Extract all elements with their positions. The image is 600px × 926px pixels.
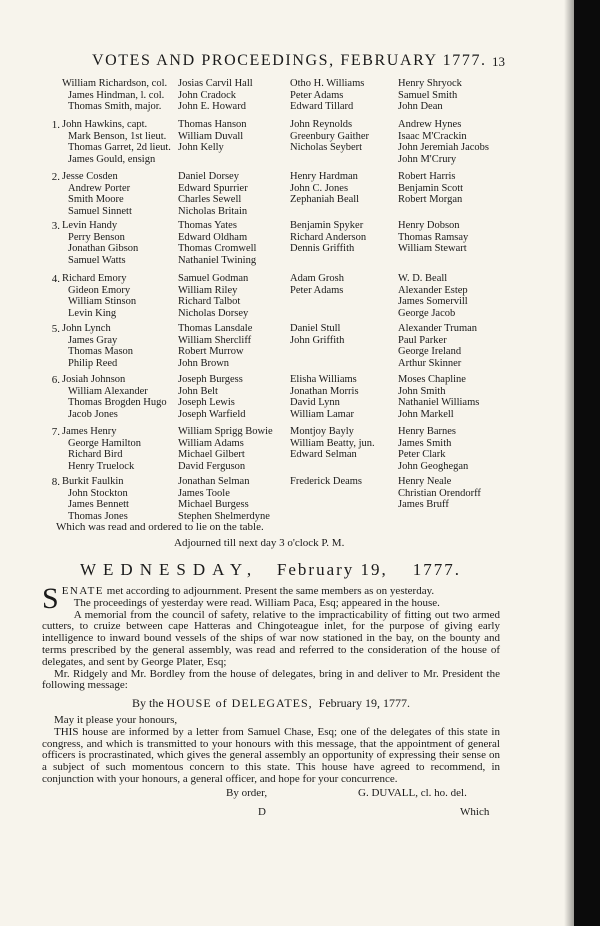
roster-column [178, 323, 308, 369]
delegate-name: Jesse Cosden [62, 171, 118, 182]
message-heading: By the HOUSE of DELEGATES, February 19, 1777. [132, 696, 410, 711]
signature-block [0, 787, 600, 801]
delegate-name: Thomas Lansdale [178, 323, 253, 334]
roster-column [178, 374, 308, 420]
roster-column [62, 476, 192, 522]
delegate-name: John E. Howard [178, 101, 246, 112]
delegate-name: William Shercliff [178, 334, 252, 346]
delegate-name: William Duvall [178, 130, 244, 142]
delegate-name: Thomas Hanson [178, 119, 247, 130]
paragraph-proceedings: The proceedings of yesterday were read. William Paca, Esq; appeared in the house. [73, 596, 440, 609]
delegate-name: Thomas Cromwell [178, 243, 257, 254]
delegate-name: Levin Handy [62, 220, 118, 231]
roster-column [178, 171, 308, 217]
page-footer [0, 806, 600, 820]
roster-column [178, 273, 308, 319]
delegate-name: Richard Emory [62, 273, 127, 284]
delegate-name: Jonathan Morris [290, 385, 359, 397]
delegate-name: Edward Oldham [178, 231, 248, 243]
delegate-name: Robert Morgan [398, 194, 463, 205]
delegate-name: James Bennett [68, 499, 129, 510]
delegate-name: Thomas Ramsay [398, 231, 469, 243]
delegate-name: Henry Neale [398, 476, 452, 487]
delegate-name: John Reynolds [290, 119, 353, 130]
catchword: Which [460, 806, 490, 818]
delegate-name: William Alexander [68, 385, 148, 397]
date: February 19, [276, 560, 388, 579]
delegate-name: Smith Moore [68, 194, 124, 205]
delegate-name: James Somervill [398, 296, 468, 307]
roster-column [178, 426, 308, 472]
delegate-name: Paul Parker [398, 334, 447, 346]
group-number: 1. [51, 119, 60, 131]
group-number: 5. [51, 323, 60, 335]
group-number: 8. [51, 476, 60, 488]
delegate-name: Nicholas Britain [178, 205, 248, 217]
delegate-name: John Markell [398, 408, 454, 420]
delegate-name: Christian Orendorff [398, 487, 481, 499]
drop-cap: S [42, 582, 59, 615]
delegate-name: Isaac M'Crackin [398, 130, 467, 142]
roster-column [398, 374, 528, 420]
delegate-name: Thomas Smith, major. [68, 101, 162, 112]
paragraph-message-delivery: Mr. Ridgely and Mr. Bordley from the house of delegates, bring in and deliver to Mr. President the following message: [42, 667, 500, 692]
delegate-name: Gideon Emory [68, 284, 131, 296]
delegate-name: Thomas Brogden Hugo [68, 397, 167, 408]
delegate-name: Josias Carvil Hall [178, 78, 253, 89]
year: 1777. [412, 560, 462, 579]
delegate-name: Edward Selman [290, 449, 357, 460]
delegate-name: Peter Adams [290, 284, 344, 296]
delegate-name: Henry Truelock [68, 460, 135, 472]
roster-column [398, 220, 528, 255]
delegate-name: Samuel Godman [178, 273, 249, 284]
roster-column [398, 78, 528, 113]
delegate-name: John Cradock [178, 89, 237, 101]
delegate-name: John Kelly [178, 142, 224, 153]
roster-column [62, 273, 192, 319]
delegate-name: James Smith [398, 437, 452, 449]
roster-column [62, 220, 192, 266]
delegate-name: Peter Adams [290, 89, 344, 101]
delegate-name: Thomas Garret, 2d lieut. [68, 142, 171, 153]
delegate-name: Thomas Mason [68, 346, 134, 357]
roster-column [62, 323, 192, 369]
senate-word: ENATE [61, 585, 105, 597]
delegate-name: James Gray [68, 334, 118, 346]
delegate-name: David Lynn [290, 397, 340, 408]
by-order: By order, [226, 787, 268, 799]
delegate-name: Edward Spurrier [178, 182, 248, 194]
paragraph-senate: SENATE met according to adjournment. Present the same members as on yesterday. [42, 582, 435, 615]
signature-mark: D [258, 806, 266, 818]
delegate-name: Benjamin Spyker [290, 220, 364, 231]
delegate-name: Henry Barnes [398, 426, 457, 437]
delegate-name: Samuel Watts [68, 254, 126, 266]
adjourned-line: Adjourned till next day 3 o'clock P. M. [174, 537, 345, 549]
roster-column [62, 171, 192, 217]
delegate-name: Jacob Jones [68, 408, 118, 420]
delegate-name: Zephaniah Beall [290, 194, 360, 205]
delegate-name: Edward Tillard [290, 101, 354, 112]
delegate-name: Robert Harris [398, 171, 456, 182]
paragraph-message: THIS house are informed by a letter from Samuel Chase, Esq; one of the delegates of this state in congress, and which is transmitted to your honours with this message, that the appointment of general officers is procrastinated, which gives the general assembly an opportunity of expressing their sense on a subject of such momentous concern to this state. This house have agreed to recommend, in conjunction with your honours, a general officer, and hope for your concurrence. [42, 725, 500, 785]
delegate-name: Richard Talbot [178, 296, 241, 307]
delegate-name: William Richardson, col. [62, 78, 168, 89]
delegate-name: Elisha Williams [290, 374, 357, 385]
delegate-name: Joseph Lewis [178, 397, 235, 408]
roster-column [178, 119, 308, 154]
delegate-name: Jonathan Gibson [68, 243, 139, 254]
delegate-name: Andrew Hynes [398, 119, 462, 130]
delegate-name: James Toole [178, 487, 230, 499]
delegate-name: John M'Crury [398, 153, 457, 165]
delegate-name: Henry Hardman [290, 171, 358, 182]
delegate-name: Burkit Faulkin [62, 476, 124, 487]
delegate-name: Josiah Johnson [62, 374, 126, 385]
roster-column [62, 78, 192, 113]
delegate-name: Nathaniel Twining [178, 254, 257, 266]
roster-column [398, 323, 528, 369]
delegate-name: Dennis Griffith [290, 243, 355, 254]
delegate-name: George Ireland [398, 346, 462, 357]
delegate-name: John Hawkins, capt. [62, 119, 148, 130]
delegate-name: Stephen Shelmerdyne [178, 510, 270, 522]
delegate-name: Joseph Warfield [178, 408, 246, 420]
delegate-name: Arthur Skinner [398, 357, 462, 369]
roster-column [398, 273, 528, 319]
delegate-name: Samuel Sinnett [68, 205, 132, 217]
roster-column [62, 426, 192, 472]
delegate-name: Thomas Yates [178, 220, 237, 231]
delegate-name: W. D. Beall [398, 273, 448, 284]
day-heading [80, 560, 461, 580]
delegate-name: John Brown [178, 357, 230, 369]
group-number: 4. [51, 273, 60, 285]
delegate-name: William Adams [178, 437, 244, 449]
delegate-name: Moses Chapline [398, 374, 466, 385]
delegate-name: Daniel Stull [290, 323, 341, 334]
delegate-name: Nicholas Dorsey [178, 307, 249, 319]
delegate-name: Jonathan Selman [178, 476, 250, 487]
delegate-name: William Lamar [290, 408, 355, 420]
group-number: 7. [51, 426, 60, 438]
delegate-name: James Henry [62, 426, 117, 437]
delegate-name: John Griffith [290, 334, 345, 346]
delegate-name: John Dean [398, 101, 443, 112]
roster-column [398, 171, 528, 206]
delegate-name: John Smith [398, 385, 446, 397]
delegate-name: James Bruff [398, 499, 449, 510]
delegate-name: Montjoy Bayly [290, 426, 354, 437]
group-number: 2. [51, 171, 60, 183]
delegate-name: John C. Jones [290, 182, 349, 194]
delegate-name: Alexander Truman [398, 323, 478, 334]
delegate-name: John Belt [178, 385, 218, 397]
closing-line: Which was read and ordered to lie on the table. [56, 521, 264, 533]
group-number: 6. [51, 374, 60, 386]
delegate-name: Thomas Jones [68, 510, 128, 522]
weekday: WEDNESDAY, [80, 560, 259, 579]
delegate-name: Greenbury Gaither [290, 130, 370, 142]
roster-column [398, 119, 528, 165]
delegate-name: Andrew Porter [68, 182, 131, 194]
roster-column [62, 119, 192, 165]
delegate-name: John Jeremiah Jacobs [398, 142, 489, 153]
delegate-name: James Gould, ensign [68, 153, 156, 165]
page-header [0, 52, 600, 76]
delegate-name: Robert Murrow [178, 346, 244, 357]
delegate-name: Frederick Deams [290, 476, 363, 487]
delegate-name: Richard Bird [68, 449, 123, 460]
paragraph-memorial: A memorial from the council of safety, relative to the impracticability of fitting out two armed cutters, to cruize between cape Hatteras and Chingoteague inlet, for the purpose of giving early intelligence to inward bound vessels of the ships of war now stationed in the bay, on the bounty and terms prescribed by the general assembly, was read and referred to the consideration of the house of delegates, and sent by George Plater, Esq; [42, 608, 500, 668]
group-number: 3. [51, 220, 60, 232]
roster-column [398, 426, 528, 472]
salutation: May it please your honours, [54, 713, 178, 726]
delegate-name: Henry Shryock [398, 78, 462, 89]
delegate-name: William Stinson [68, 296, 137, 307]
delegate-name: Henry Dobson [398, 220, 460, 231]
roster-column [178, 476, 308, 522]
delegate-name: William Sprigg Bowie [178, 426, 273, 437]
delegate-name: John Lynch [62, 323, 111, 334]
proceedings-body [42, 582, 500, 786]
delegate-name: Perry Benson [68, 231, 125, 243]
roster-column [62, 374, 192, 420]
delegate-name: Adam Grosh [290, 273, 344, 284]
delegate-name: George Hamilton [68, 437, 141, 449]
page-number: 13 [492, 54, 505, 69]
delegate-name: Benjamin Scott [398, 182, 464, 194]
delegate-name: Charles Sewell [178, 194, 242, 205]
delegate-name: Samuel Smith [398, 89, 458, 101]
delegate-name: James Hindman, l. col. [68, 89, 165, 101]
delegate-name: Michael Burgess [178, 499, 249, 510]
delegate-name: William Riley [178, 284, 238, 296]
delegate-name: George Jacob [398, 307, 456, 319]
delegate-name: John Geoghegan [398, 460, 469, 472]
delegate-name: Nathaniel Williams [398, 397, 480, 408]
delegate-name: Daniel Dorsey [178, 171, 239, 182]
delegate-name: Michael Gilbert [178, 449, 245, 460]
roster-column [178, 78, 308, 113]
delegate-name: Mark Benson, 1st lieut. [68, 130, 167, 142]
delegate-name: Richard Anderson [290, 231, 367, 243]
delegate-name: William Stewart [398, 243, 467, 254]
delegate-name: Joseph Burgess [178, 374, 243, 385]
signer: G. DUVALL, cl. ho. del. [358, 787, 467, 799]
delegate-name: Peter Clark [398, 449, 446, 460]
delegate-name: Levin King [68, 307, 117, 319]
delegate-name: John Stockton [68, 487, 128, 499]
delegate-name: Nicholas Seybert [290, 142, 363, 153]
roster-column [178, 220, 308, 266]
running-title: VOTES AND PROCEEDINGS, FEBRUARY 1777. [92, 52, 487, 69]
delegate-name: Alexander Estep [398, 284, 468, 296]
delegate-name: Otho H. Williams [290, 78, 365, 89]
roster-column [398, 476, 528, 511]
delegate-name: Philip Reed [68, 357, 118, 369]
delegate-name: William Beatty, jun. [290, 437, 375, 449]
delegate-name: David Ferguson [178, 460, 246, 472]
